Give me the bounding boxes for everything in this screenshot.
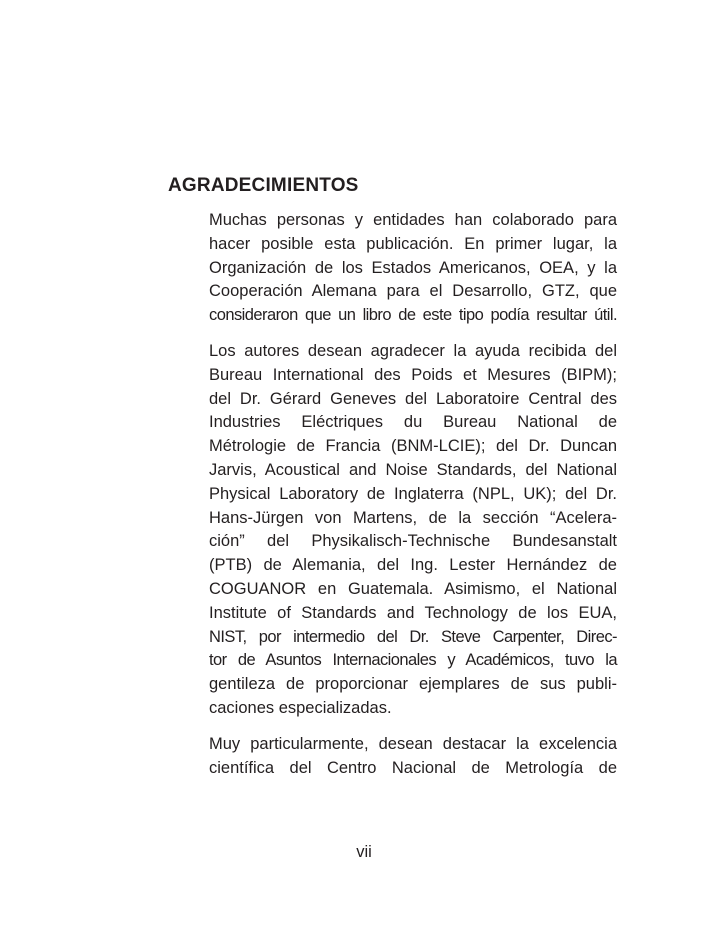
text-line: Bureau International des Poids et Mesures (BIPM); xyxy=(209,365,617,384)
text-line: Jarvis, Acoustical and Noise Standards, del National xyxy=(209,460,617,479)
text-line: Muchas personas y entidades han colaborado para xyxy=(209,211,617,229)
text-line: Métrologie de Francia (BNM-LCIE); del Dr. Duncan xyxy=(209,437,617,456)
text-line: Los autores desean agradecer la ayuda recibida del xyxy=(209,341,617,360)
text-line: Organización de los Estados Americanos, OEA, y la xyxy=(209,258,617,277)
paragraph-special-thanks xyxy=(209,733,617,781)
text-line: Institute of Standards and Technology de los EUA, xyxy=(209,603,617,622)
text-line: NIST, por intermedio del Dr. Steve Carpenter, Direc- xyxy=(209,627,617,646)
text-line: Muy particularmente, desean destacar la excelencia xyxy=(209,734,617,753)
text-line: Hans-Jürgen von Martens, de la sección “Acelera- xyxy=(209,508,617,527)
text-line: Industries Eléctriques du Bureau National de xyxy=(209,413,617,432)
section-heading: AGRADECIMIENTOS xyxy=(168,175,359,196)
text-line: consideraron que un libro de este tipo podía resultar útil. xyxy=(209,306,617,325)
text-line: tor de Asuntos Internacionales y Académicos, tuvo la xyxy=(209,651,617,670)
text-line: Physical Laboratory de Inglaterra (NPL, UK); del Dr. xyxy=(209,484,617,503)
text-line: hacer posible esta publicación. En primer lugar, la xyxy=(209,234,617,253)
text-line: científica del Centro Nacional de Metrología de xyxy=(209,758,617,777)
paragraph-institutions xyxy=(209,340,617,721)
text-line: ción” del Physikalisch-Technische Bundesanstalt xyxy=(209,532,617,551)
paragraph-acknowledgment-intro xyxy=(209,209,617,328)
text-line: Cooperación Alemana para el Desarrollo, GTZ, que xyxy=(209,282,617,301)
text-line: caciones especializadas. xyxy=(209,698,392,717)
text-line: gentileza de proporcionar ejemplares de sus publi- xyxy=(209,675,617,694)
text-line: del Dr. Gérard Geneves del Laboratoire Central des xyxy=(209,389,617,408)
text-line: (PTB) de Alemania, del Ing. Lester Hernández de xyxy=(209,556,617,575)
page-number: vii xyxy=(356,843,372,861)
body-text xyxy=(209,209,617,792)
text-line: COGUANOR en Guatemala. Asimismo, el National xyxy=(209,579,617,598)
